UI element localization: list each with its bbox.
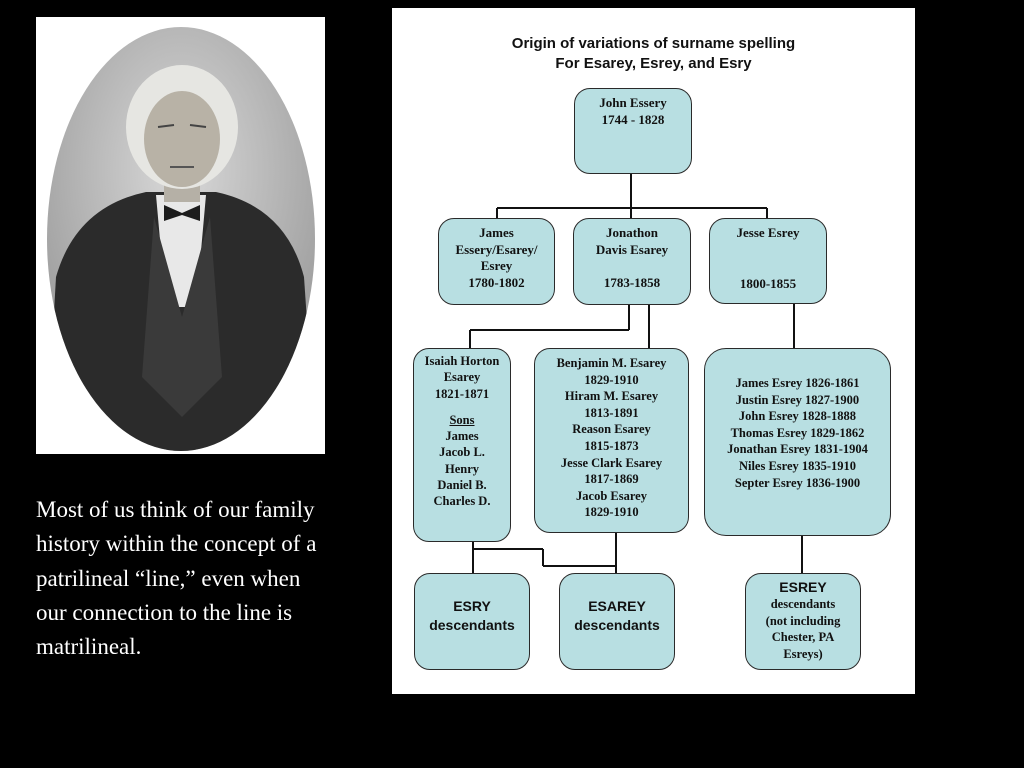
son-item: Daniel B. bbox=[437, 478, 487, 493]
group-line: 1829-1910 bbox=[584, 372, 639, 387]
node-esarey-descendants bbox=[559, 573, 675, 670]
son-item: James bbox=[445, 429, 479, 444]
node-dates: 1821-1871 bbox=[434, 386, 490, 401]
node-dates: 1800-1855 bbox=[739, 275, 797, 291]
chart-subtitle: For Esarey, Esrey, and Esry bbox=[555, 55, 752, 72]
node-line: (not including bbox=[765, 613, 841, 628]
group-line: Jesse Clark Esarey bbox=[560, 455, 663, 470]
node-james bbox=[438, 218, 555, 305]
group-line: 1829-1910 bbox=[584, 505, 639, 520]
group-line: Septer Esrey 1836-1900 bbox=[734, 475, 861, 490]
group-line: Benjamin M. Esarey bbox=[556, 356, 667, 370]
node-line: descendants bbox=[429, 617, 515, 633]
node-dates: 1783-1858 bbox=[603, 275, 661, 290]
caption-text: Most of us think of our family history within the concept of a patrilineal “line,” even when our connection to the line is matrilineal. bbox=[36, 497, 317, 660]
portrait-image bbox=[36, 17, 325, 454]
node-line: James bbox=[479, 225, 514, 240]
node-isaiah-horton bbox=[413, 348, 511, 542]
group-line: Justin Esrey 1827-1900 bbox=[735, 392, 860, 407]
group-line: Jacob Esarey bbox=[576, 488, 647, 503]
group-line: Thomas Esrey 1829-1862 bbox=[730, 425, 865, 440]
node-line: Isaiah Horton bbox=[424, 354, 500, 368]
node-esry-descendants bbox=[414, 573, 530, 670]
group-line: Jonathan Esrey 1831-1904 bbox=[727, 442, 868, 457]
node-name: John Essery bbox=[599, 95, 667, 110]
group-line: James Esrey 1826-1861 bbox=[735, 376, 860, 390]
son-item: Charles D. bbox=[433, 494, 491, 509]
node-benjamin-group bbox=[534, 348, 689, 533]
node-line: Esrey bbox=[480, 258, 513, 273]
group-line: 1817-1869 bbox=[584, 472, 639, 487]
group-line: 1815-1873 bbox=[584, 438, 639, 453]
node-line: Davis Esarey bbox=[595, 241, 669, 257]
sons-label: Sons bbox=[449, 412, 475, 427]
node-jonathon bbox=[573, 218, 691, 305]
node-line: Essery/Esarey/ bbox=[455, 241, 538, 257]
son-item: Henry bbox=[444, 461, 480, 476]
node-esrey-descendants bbox=[745, 573, 861, 670]
son-item: Jacob L. bbox=[439, 445, 485, 460]
chart-title: Origin of variations of surname spelling bbox=[511, 35, 796, 52]
node-line: ESRY bbox=[453, 598, 491, 614]
node-line: ESREY bbox=[779, 579, 827, 595]
node-jesse bbox=[709, 218, 827, 304]
group-line: John Esrey 1828-1888 bbox=[738, 409, 857, 424]
node-line: ESAREY bbox=[588, 598, 646, 614]
group-line: Hiram M. Esarey bbox=[564, 389, 659, 404]
node-line: Chester, PA bbox=[771, 630, 835, 644]
node-line: Esarey bbox=[443, 370, 481, 385]
group-line: Reason Esarey bbox=[572, 422, 651, 437]
node-line: Jonathon bbox=[605, 225, 659, 240]
family-tree-panel bbox=[392, 8, 915, 694]
node-line: Esreys) bbox=[783, 646, 823, 661]
node-dates: 1744 - 1828 bbox=[601, 111, 665, 127]
group-line: 1813-1891 bbox=[584, 405, 639, 420]
group-line: Niles Esrey 1835-1910 bbox=[738, 458, 857, 473]
node-john-essery bbox=[574, 88, 692, 174]
node-line: Jesse Esrey bbox=[736, 225, 800, 240]
node-dates: 1780-1802 bbox=[468, 274, 525, 290]
node-line: descendants bbox=[770, 597, 836, 611]
node-esrey-group bbox=[704, 348, 891, 536]
portrait-photo bbox=[36, 17, 325, 454]
node-line: descendants bbox=[574, 617, 660, 633]
